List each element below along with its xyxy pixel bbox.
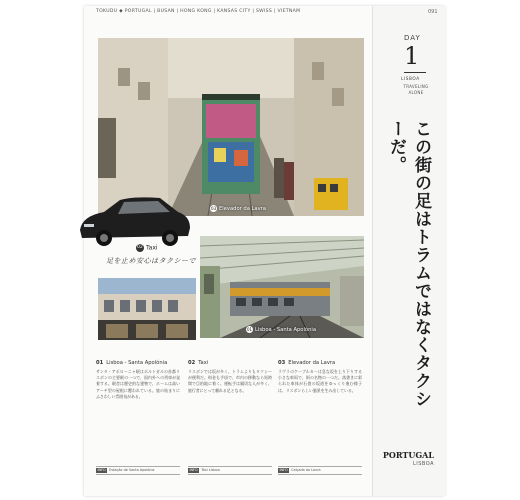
station-photo [200,236,364,338]
column-2-number: 02 [188,360,196,366]
info-box-2 [188,466,272,475]
taxi-caption [136,244,158,252]
column-3-body: ラヴラのケーブルカーは急な坂を上り下りする小さな車両で、街の名物の一つだ。落書きに彩られた車体が石畳の坂道をゆっくり進む様子は、リスボンらしい風景を生み出している。 [278,369,362,393]
taxi-photo [74,190,194,250]
building-photo [98,278,196,340]
column-2 [188,360,272,453]
day-label: DAY [404,34,421,42]
info-box-1 [96,466,180,475]
station-caption-text: Lisboa - Santa Apolónia [255,327,317,333]
column-3-title: Elevador da Lavra [288,360,336,366]
body-columns [96,360,362,470]
column-1-body: サンタ・アポローニャ駅はポルトガルの首都リスボンの主要駅の一つで、国内外への列車が発着する。駅舎は歴史的な建物で、ホームは高いアーチ型の屋根に覆われている。旅の始まりにふさわしい雰囲気がある。 [96,369,180,399]
tram-caption-number: 03 [210,206,217,211]
column-2-heading [188,360,272,366]
building-illustration [98,278,196,340]
info-box-1-text: Estação de Santa Apolónia [109,468,155,472]
column-1-number: 01 [96,360,104,366]
station-illustration [200,236,364,338]
column-2-body: リスボンでは坂が多く、トラムよりもタクシーが便利だ。料金も手頃で、市内の移動なら短時間で目的地に着く。運転手は親切な人が多く、旅行者にとって頼れる足となる。 [188,369,272,393]
column-3 [278,360,362,453]
page-number: 091 [428,9,438,15]
info-box-1-tag: INFO [97,468,106,472]
running-head: TOKUDU ◆ PORTUGAL | BUSAN | HONG KONG | KANSAS CITY | SWISS | VIETNAM [96,9,301,14]
station-caption [246,326,316,333]
station-caption-number: 01 [246,327,253,332]
tram-caption-text: Elevador da Lavra [219,206,266,212]
tram-caption [210,205,266,212]
day-city: LISBOA [401,76,420,81]
info-box-3-tag: INFO [279,468,288,472]
footer-country: PORTUGAL [382,450,434,460]
taxi-caption-number: 02 [137,245,143,250]
vertical-headline: この街の足はトラムではなくタクシーだ。 [386,120,431,408]
day-divider [404,72,426,73]
taxi-car-illustration [74,190,194,250]
column-3-heading [278,360,362,366]
taxi-caption-text: Taxi [146,244,158,252]
handwritten-note: 足を止め安心はタクシーで [106,257,196,265]
info-box-2-tag: INFO [189,468,198,472]
day-number: 1 [404,42,420,70]
column-3-number: 03 [278,360,286,366]
footer-city: LISBOA [412,461,434,467]
column-2-title: Taxi [198,360,209,366]
day-subtitle: TRAVELING ALONE [403,84,429,95]
info-box-3-text: Calçada do Lavra [291,468,321,472]
info-box-2-text: Táxi Lisboa [201,468,220,472]
column-1 [96,360,180,453]
info-box-3 [278,466,362,475]
column-1-title: Lisboa - Santa Apolónia [106,360,168,366]
column-1-heading [96,360,180,366]
